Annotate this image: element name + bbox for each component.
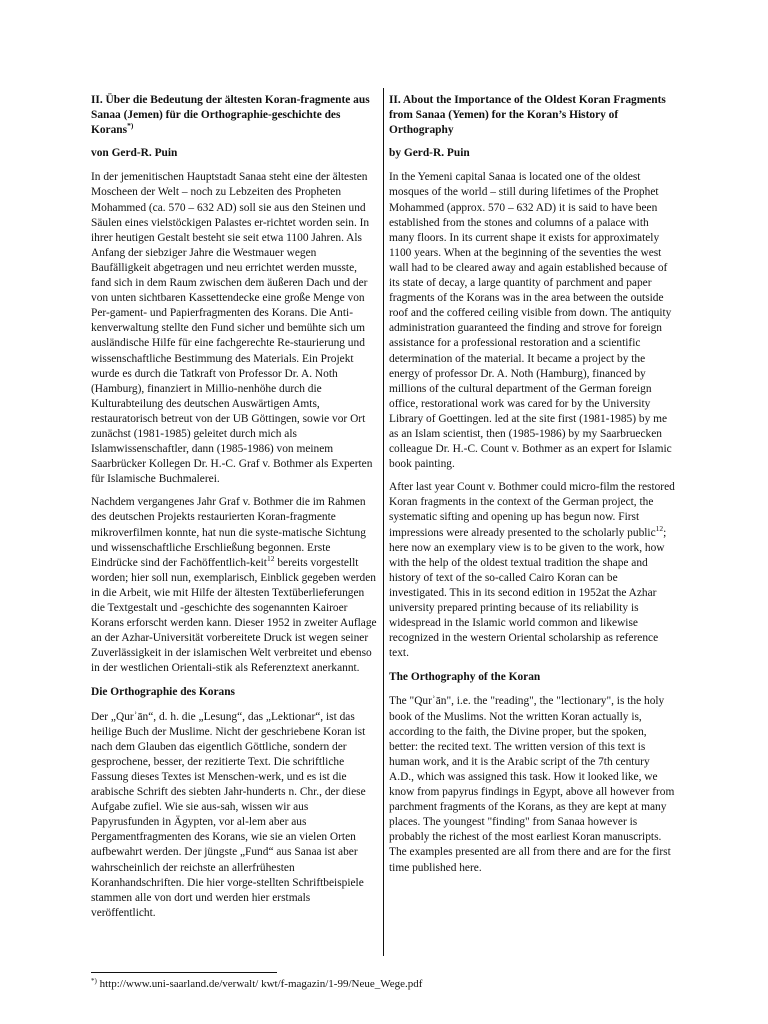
footnote-url[interactable]: http://www.uni-saarland.de/verwalt/ kwt/f-magazin/1-99/Neue_Wege.pdf xyxy=(96,978,423,990)
german-column xyxy=(91,93,377,921)
german-paragraph: Der „Qurʾān“, d. h. die „Lesung“, das „Lektionar“, ist das heilige Buch der Muslime. Nicht der geschriebene Koran ist nach dem Glauben das eigentlich Göttliche, sondern der gesprochene, besser, der rezitierte Text. Die schriftliche Fassung dieses Textes ist Menschen-werk, und es ist die arabische Schrift des siebten Jahr-hunderts n. Chr., der diese Aufgabe zufiel. Wie sie aus-sah, wissen wir aus Papyrusfunden in Ägypten, vor al-lem aber aus Pergamentfragmenten des Korans, wie sie an vielen Orten aufbewahrt werden. Der jüngste „Fund“ aus Sanaa ist aber wahrscheinlich der reichste an allerfrühesten Koranhandschriften. Die hier vorge-stellten Schriftbeispiele stammen alle von dort und werden hier erstmals veröffentlicht. xyxy=(91,710,366,919)
footnote xyxy=(91,977,591,991)
german-subheading: Die Orthographie des Korans xyxy=(91,686,235,699)
english-paragraph: After last year Count v. Bothmer could micro-film the restored Koran fragments in the context of the German project, the systematic sifting and opening up has begun now. First impressions were already presented to the scholarly public$^{12}$; here now an exemplary view is to be given to the work, how with the help of the oldest textual tradition the shape and history of text of the so-called Cairo Koran can be investigated. This in its second edition in 1952at the Azhar university prepared printing because of its reliability is widespread in the Islamic world common and likewise recognized in the western Oriental scholarship as reference text. xyxy=(389,481,675,660)
german-author: von Gerd-R. Puin xyxy=(91,147,178,160)
german-paragraph: Nachdem vergangenes Jahr Graf v. Bothmer die im Rahmen des deutschen Projekts restaurierten Koran-fragmente mikroverfilmen konnte, hat nun die syste-matische Sichtung und wissenschaftliche Erschließung begonnen. Erste Eindrücke sind der Fachöffentlich-keit$^{12}$ bereits vorgestellt worden; hier soll nun, exemplarisch, Einblick gegeben werden in die Arbeit, wie mit Hilfe der ältesten Textüberlieferungen die Textgestalt und -geschichte des sogenannten Kairoer Korans erforscht werden kann. Dieser 1952 in zweiter Auflage an der Azhar-Universität vorbereitete Druck ist wegen seiner Zuverlässigkeit in der islamischen Welt verbreitet und ebenso in der westlichen Orientali-stik als Referenztext anerkannt. xyxy=(91,496,377,675)
heading-footnote-marker: *) xyxy=(127,121,134,131)
footnote-ref-12: 12 xyxy=(655,523,664,533)
footnote-marker: *) xyxy=(91,977,97,985)
english-column xyxy=(389,93,676,876)
english-paragraph: The "Qurʾān", i.e. the "reading", the "lectionary", is the holy book of the Muslims. Not the written Koran actually is, according to the faith, the Divine proper, but the spoken, better: the recited text. The written version of this text is human work, and it is the Arabic script of the 7th century A.D., which was assigned this task. How it looked like, we know from papyrus findings in Egypt, above all however from parchment fragments of the Korans, as they are kept at many places. The youngest "finding" from Sanaa however is probably the richest of the most earliest Koran manuscripts. The examples presented are all from there and are for the first time published here. xyxy=(389,695,675,874)
english-heading: II. About the Importance of the Oldest Koran Fragments from Sanaa (Yemen) for the Koran’s History of Orthography xyxy=(389,94,666,137)
footnote-rule xyxy=(91,972,277,973)
german-paragraph: In der jemenitischen Hauptstadt Sanaa steht eine der ältesten Moscheen der Welt – noch zu Lebzeiten des Propheten Mohammed (ca. 570 – 632 AD) soll sie aus den Steinen und Säulen eines vielstöckigen Palastes er-richtet worden sein. In ihrer heutigen Gestalt besteht sie seit etwa 1100 Jahren. Als Anfang der siebziger Jahre die Westmauer wegen Baufälligkeit abgetragen und neu errichtet werden musste, fand sich in dem Raum zwischen dem äußeren Dach und der von unten sichtbaren Kassettendecke eine große Menge von Per-gament- und Papierfragmenten des Korans. Die Anti-kenverwaltung stellte den Fund sicher und bemühte sich um ausländische Hilfe für eine fachgerechte Re-staurierung und wissenschaftliche Bestimmung des Materials. Ein Projekt wurde es durch die Tatkraft von Professor Dr. A. Noth (Hamburg), finanziert in Millio-nenhöhe durch die Kulturabteilung des deutschen Auswärtigen Amts, restauratorisch betreut von der UB Göttingen, sowie vor Ort zunächst (1981-1985) geleitet durch mich als Islamwissenschaftler, dann (1985-1986) von meinem Saarbrücker Kollegen Dr. H.-C. Graf v. Bothmer als Experten für Islamische Buchmalerei. xyxy=(91,171,373,486)
english-paragraph: In the Yemeni capital Sanaa is located one of the oldest mosques of the world – still during lifetimes of the Prophet Mohammed (approx. 570 – 632 AD) it is said to have been established from the stones and columns of a palace with many floors. In its current shape it exists for approximately 1100 years. When at the beginning of the seventies the west wall had to be cleared away and again established because of its state of decay, a large quantity of parchment and paper fragments of the Korans was in the area between the outside roof and the coffered ceiling visible from down. The antiquity administration guaranteed the finding and strove for foreign assistance for a professional restoration and a scientific determination of the material. It became a project by the energy of professor Dr. A. Noth (Hamburg), financed by millions of the cultural department of the German foreign office, restorational work was cared for by the University Library of Goettingen. led at the site first (1981-1985) by me as an Islam scientist, then (1985-1986) by my Saarbruecken colleague Dr. H.-C. Count v. Bothmer as an expert for Islamic book painting. xyxy=(389,171,672,471)
footnote-ref-12: 12 xyxy=(266,553,275,563)
column-divider xyxy=(383,88,384,956)
english-subheading: The Orthography of the Koran xyxy=(389,671,541,684)
english-author: by Gerd-R. Puin xyxy=(389,147,470,160)
german-heading: II. Über die Bedeutung der ältesten Koran-fragmente aus Sanaa (Jemen) für die Orthographie-geschichte des Korans*) xyxy=(91,94,370,137)
